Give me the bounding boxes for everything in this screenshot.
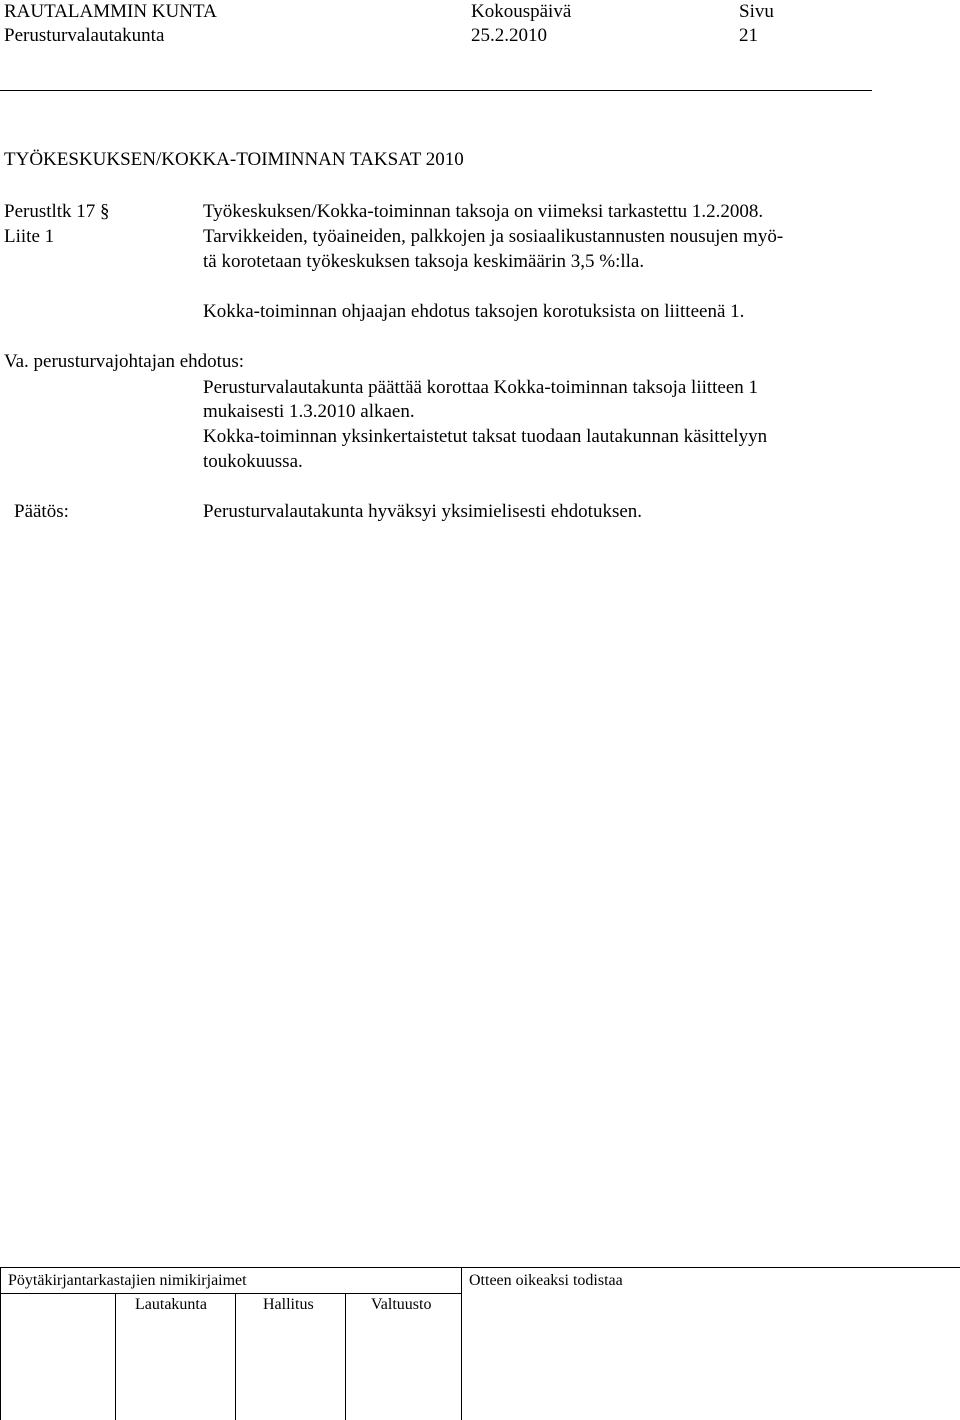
paragraph-2: Kokka-toiminnan ohjaajan ehdotus taksojen korotuksista on liitteenä 1. xyxy=(203,301,745,322)
footer-header-rule xyxy=(0,1293,461,1294)
attachment-ref: Liite 1 xyxy=(4,226,55,247)
footer-vline-1 xyxy=(115,1293,116,1420)
footer-vline-4 xyxy=(461,1267,462,1420)
proposal-label: Va. perusturvajohtajan ehdotus: xyxy=(4,351,245,372)
proposal-line-2: mukaisesti 1.3.2010 alkaen. xyxy=(203,401,415,422)
document-title: TYÖKESKUKSEN/KOKKA-TOIMINNAN TAKSAT 2010 xyxy=(4,149,464,170)
paragraph-1-line-3: tä korotetaan työkeskuksen taksoja keskimäärin 3,5 %:lla. xyxy=(203,251,645,272)
footer-certified-label: Otteen oikeaksi todistaa xyxy=(469,1272,623,1289)
proposal-line-3: Kokka-toiminnan yksinkertaistetut taksat tuodaan lautakunnan käsittelyyn xyxy=(203,426,768,447)
footer-column-lautakunta: Lautakunta xyxy=(135,1296,207,1313)
header-page-label: Sivu xyxy=(739,1,774,22)
footer-initials-label: Pöytäkirjantarkastajien nimikirjaimet xyxy=(8,1272,247,1289)
header-board: Perusturvalautakunta xyxy=(4,25,165,46)
header-divider xyxy=(0,90,872,91)
footer-column-hallitus: Hallitus xyxy=(263,1296,314,1313)
section-ref: Perustltk 17 § xyxy=(4,201,110,222)
decision-label: Päätös: xyxy=(14,501,69,522)
header-page-value: 21 xyxy=(739,25,758,46)
header-date-label: Kokouspäivä xyxy=(471,1,572,22)
decision-text: Perusturvalautakunta hyväksyi yksimielisesti ehdotuksen. xyxy=(203,501,643,522)
paragraph-1-line-2: Tarvikkeiden, työaineiden, palkkojen ja sosiaalikustannusten nousujen myö- xyxy=(203,226,784,247)
header-date-value: 25.2.2010 xyxy=(471,25,547,46)
header-org: RAUTALAMMIN KUNTA xyxy=(4,1,217,22)
footer-vline-3 xyxy=(345,1293,346,1420)
proposal-line-1: Perusturvalautakunta päättää korottaa Kokka-toiminnan taksoja liitteen 1 xyxy=(203,377,759,398)
footer-column-valtuusto: Valtuusto xyxy=(371,1296,432,1313)
footer-vline-left xyxy=(0,1267,1,1420)
footer-vline-2 xyxy=(235,1293,236,1420)
footer-top-rule xyxy=(0,1267,960,1268)
paragraph-1-line-1: Työkeskuksen/Kokka-toiminnan taksoja on viimeksi tarkastettu 1.2.2008. xyxy=(203,201,764,222)
proposal-line-4: toukokuussa. xyxy=(203,451,303,472)
